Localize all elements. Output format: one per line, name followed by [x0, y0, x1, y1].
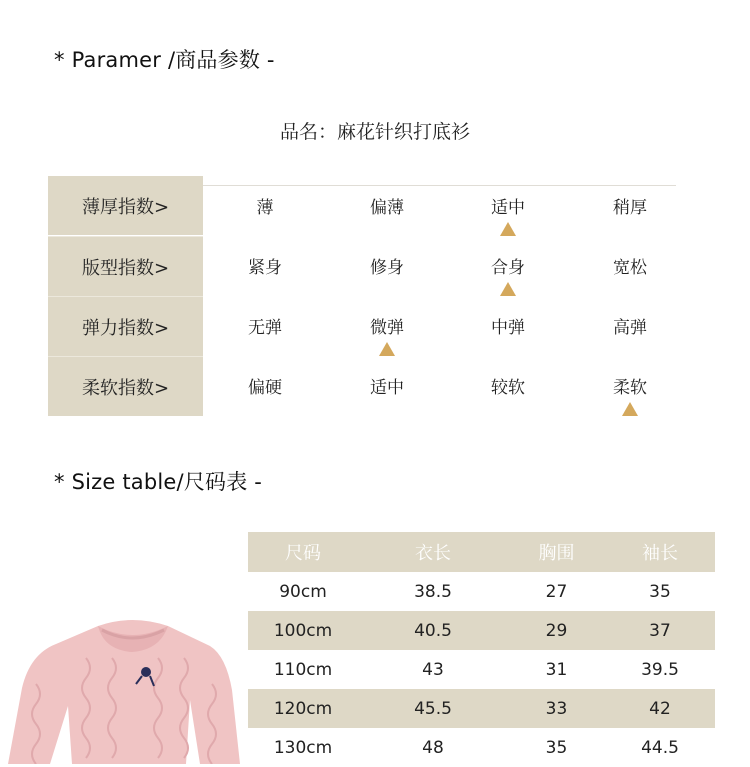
size-cell: 90cm	[279, 581, 327, 602]
size-cell: 29	[545, 620, 568, 641]
attr-row-thickness	[48, 176, 676, 236]
size-table	[248, 532, 715, 767]
attr-label: 弹力指数>	[48, 296, 203, 356]
size-cell: 42	[649, 698, 671, 719]
size-cell: 130cm	[273, 737, 333, 758]
attr-option: 稍厚	[613, 198, 647, 218]
triangle-up-icon	[622, 402, 638, 416]
size-cell: 120cm	[273, 698, 333, 719]
attr-option: 偏硬	[248, 378, 282, 398]
size-table-header	[248, 532, 715, 572]
size-cell: 35	[545, 737, 568, 758]
params-section-title: * Paramer /商品参数 -	[54, 48, 275, 72]
attr-option-selected: 适中	[468, 176, 548, 236]
size-header-cell: 尺码	[285, 543, 321, 564]
attr-option-selected: 微弹	[347, 296, 427, 356]
attr-label: 薄厚指数>	[48, 176, 203, 235]
table-row	[248, 728, 715, 767]
table-row	[248, 650, 715, 689]
size-cell: 48	[422, 737, 444, 758]
attr-row-softness	[48, 356, 676, 416]
attr-option: 宽松	[613, 258, 647, 278]
size-cell: 110cm	[273, 659, 333, 680]
size-cell: 27	[545, 581, 568, 602]
triangle-up-icon	[379, 342, 395, 356]
size-cell: 44.5	[641, 737, 679, 758]
table-row	[248, 572, 715, 611]
attr-option: 修身	[370, 258, 404, 278]
attr-option: 紧身	[248, 258, 282, 278]
size-cell: 40.5	[414, 620, 452, 641]
size-header-cell: 胸围	[538, 543, 575, 564]
attr-option: 适中	[370, 378, 404, 398]
pink-sweater-image	[0, 610, 240, 764]
size-section-title: * Size table/尺码表 -	[54, 470, 263, 494]
size-cell: 45.5	[414, 698, 452, 719]
attr-option: 高弹	[613, 318, 647, 338]
attr-row-elasticity	[48, 296, 676, 356]
size-header-cell: 衣长	[415, 543, 451, 564]
size-cell: 100cm	[273, 620, 333, 641]
attr-row-fit	[48, 236, 676, 296]
size-cell: 35	[649, 581, 671, 602]
size-cell: 43	[422, 659, 444, 680]
table-row	[248, 689, 715, 728]
attr-option: 无弹	[248, 318, 282, 338]
attr-option: 薄	[256, 198, 274, 218]
size-cell: 38.5	[414, 581, 452, 602]
attr-option-selected: 柔软	[590, 356, 670, 416]
size-cell: 37	[649, 620, 671, 641]
attr-option-selected: 合身	[468, 236, 548, 296]
size-cell: 31	[545, 659, 568, 680]
attr-option: 偏薄	[370, 198, 404, 218]
product-name: 品名：麻花针织打底衫	[279, 121, 470, 143]
size-cell: 39.5	[641, 659, 679, 680]
table-row	[248, 611, 715, 650]
size-cell: 33	[545, 698, 568, 719]
attr-option: 较软	[491, 378, 525, 398]
attr-label: 柔软指数>	[48, 356, 203, 416]
attr-label: 版型指数>	[48, 236, 203, 296]
attribute-index-table	[48, 176, 676, 416]
triangle-up-icon	[500, 222, 516, 236]
attr-option: 中弹	[491, 318, 525, 338]
triangle-up-icon	[500, 282, 516, 296]
size-header-cell: 袖长	[642, 543, 678, 564]
